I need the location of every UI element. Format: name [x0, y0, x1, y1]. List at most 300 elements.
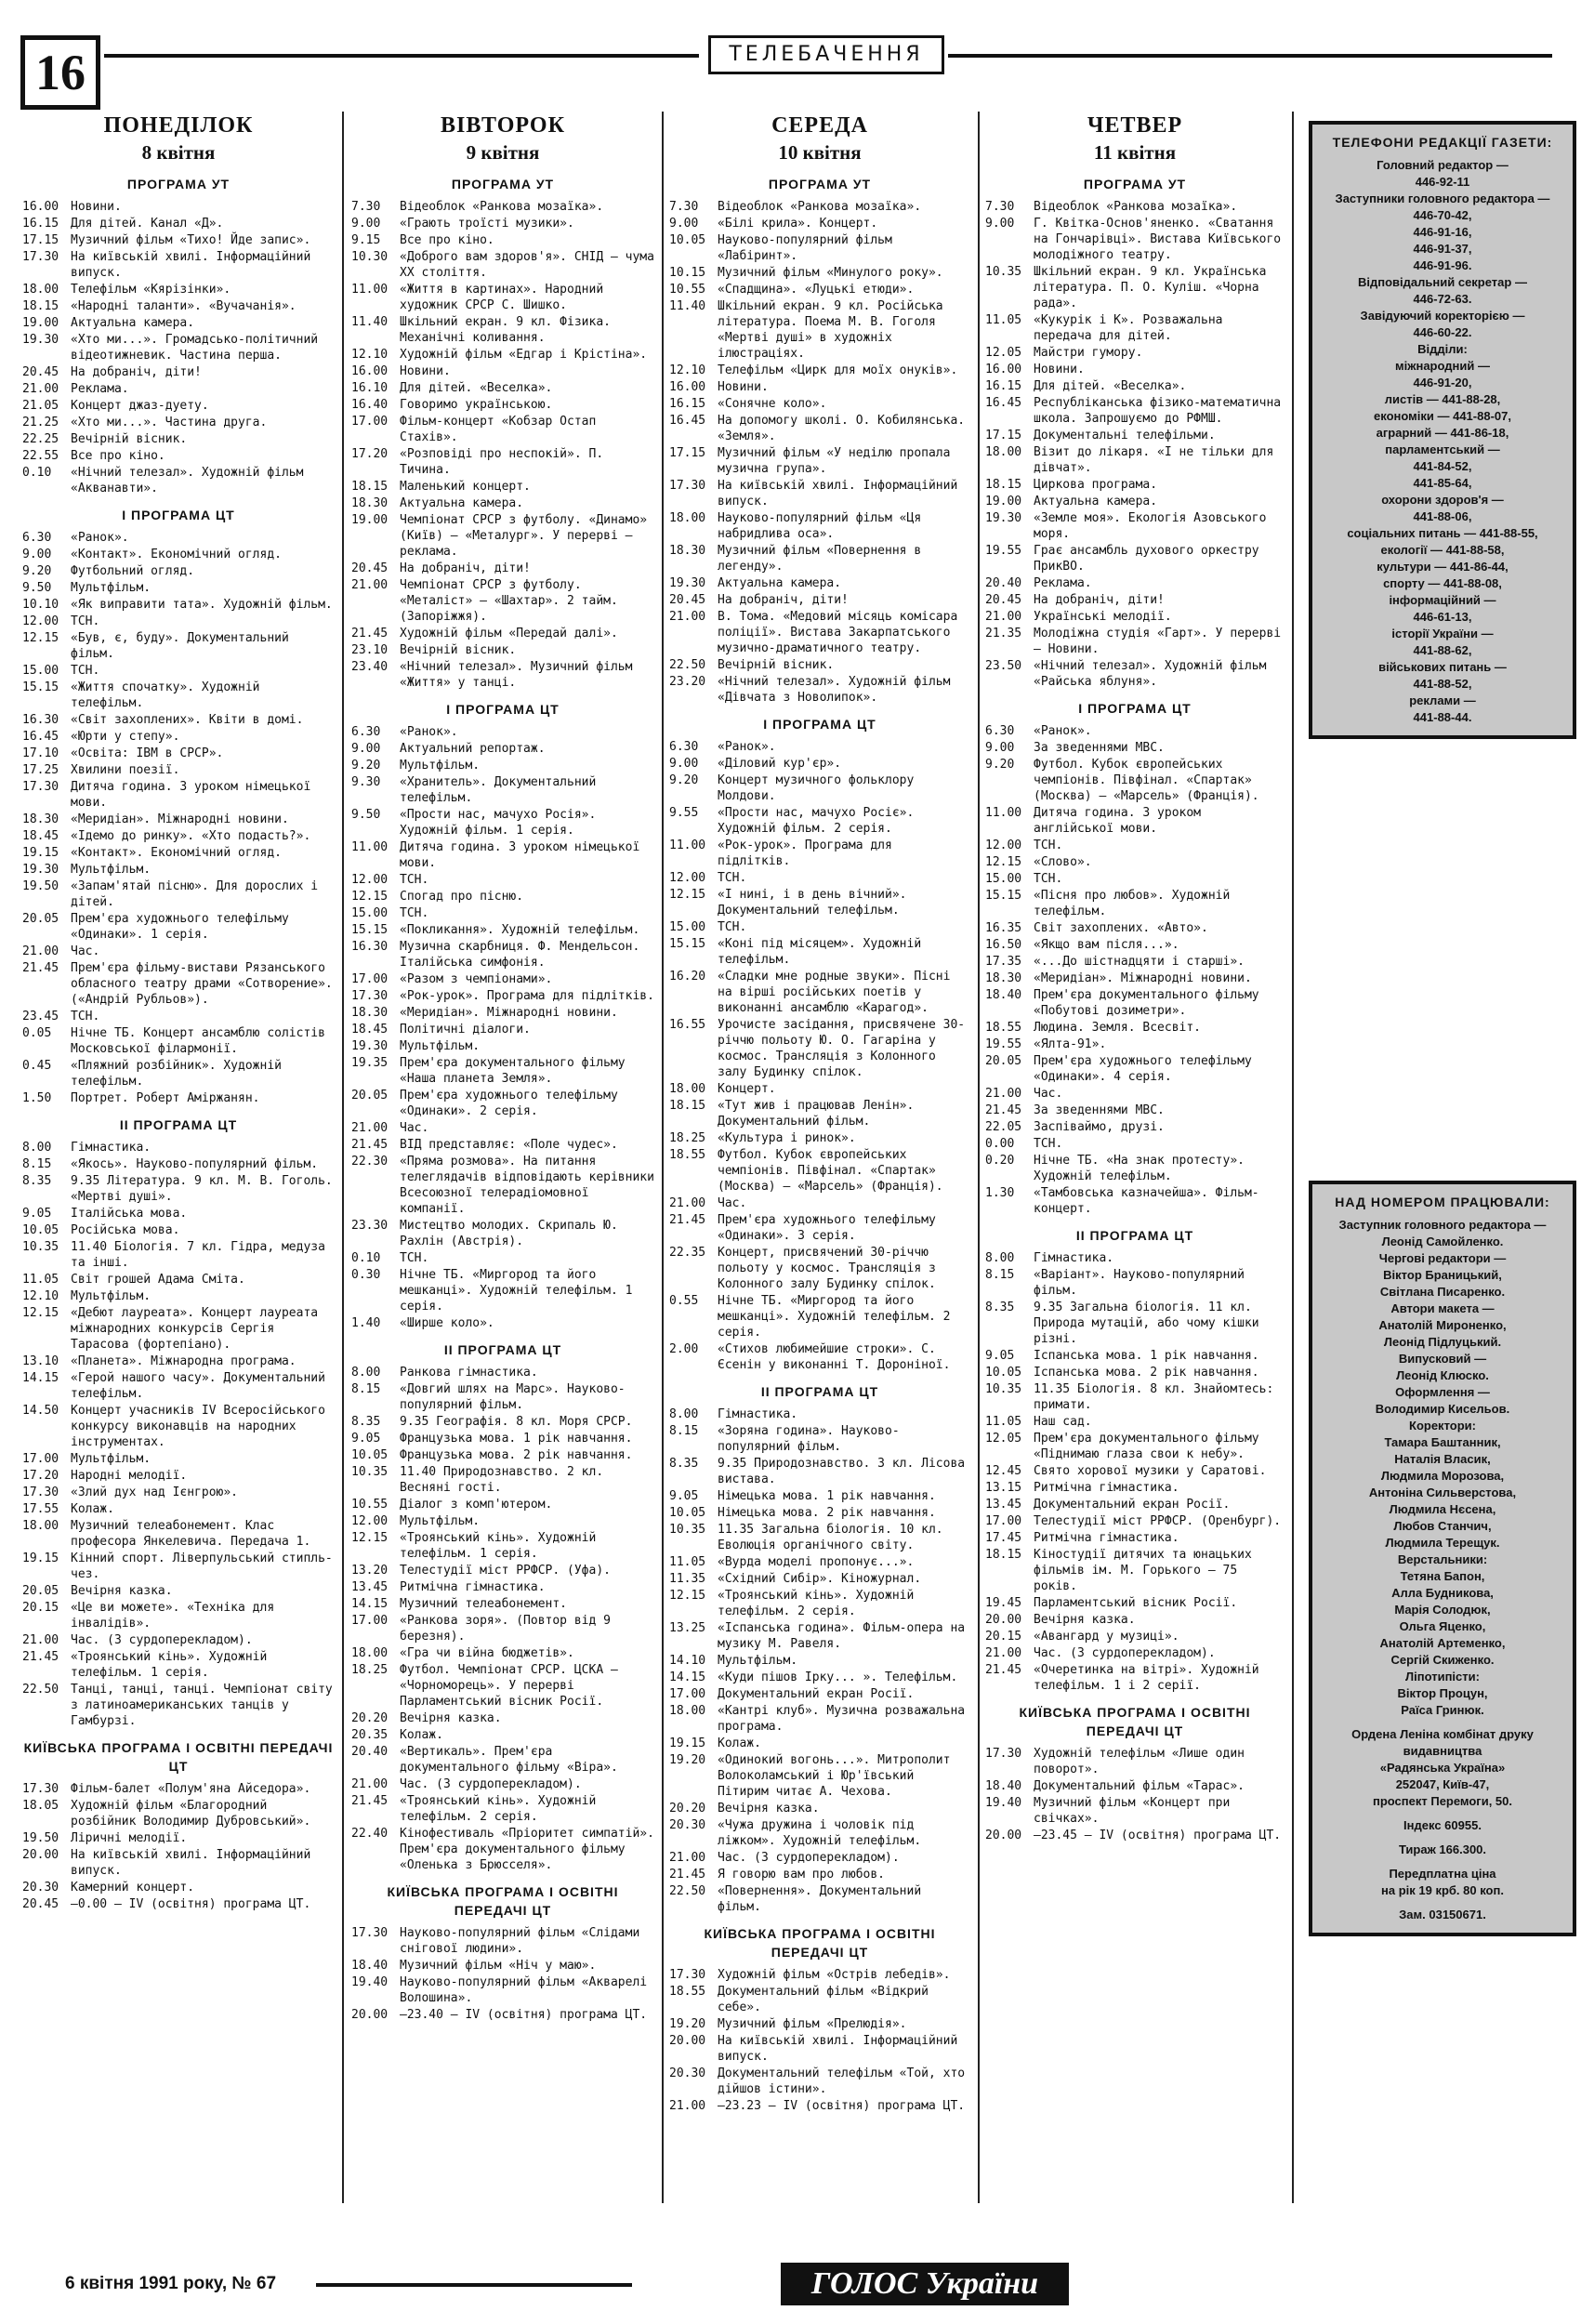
schedule-entry [351, 1218, 654, 1249]
schedule-entry [22, 1896, 335, 1912]
entry-title: Колаж. [71, 1502, 114, 1516]
schedule-entry [985, 740, 1285, 756]
sidebar-line: Людмила Терещук. [1385, 1536, 1500, 1550]
schedule-entry [351, 282, 654, 313]
schedule-entry [669, 1406, 970, 1422]
entry-time: 10.05 [985, 1366, 1022, 1380]
entry-time: 16.00 [669, 380, 706, 394]
schedule-entry [985, 1185, 1285, 1217]
entry-title: «Варіант». Науково-популярний фільм. [1034, 1268, 1245, 1298]
sidebar-line: екології — 441-88-58, [1380, 543, 1505, 557]
entry-time: 8.00 [351, 1366, 381, 1380]
entry-title: 11.35 Загальна біологія. 10 кл. Еволюція органічного світу. [718, 1523, 943, 1552]
entry-title: ВІД представляє: «Поле чудес». [400, 1138, 618, 1152]
schedule-entry [351, 1038, 654, 1054]
sidebar-line: Анатолій Мироненко, [1378, 1318, 1507, 1332]
entry-title: Художній фільм «Передай далі». [400, 627, 618, 640]
entry-time: 10.35 [22, 1240, 59, 1254]
schedule-entry [22, 563, 335, 579]
schedule-entry [22, 1090, 335, 1106]
entry-title: «Ширше коло». [400, 1316, 494, 1330]
entry-time: 12.15 [985, 855, 1022, 869]
entry-time: 17.00 [985, 1514, 1022, 1528]
spacer [1312, 1810, 1573, 1817]
spacer [1312, 1923, 1573, 1933]
schedule-entry [985, 1629, 1285, 1644]
entry-time: 18.15 [669, 1099, 706, 1113]
entry-title: Прем'єра художнього телефільму «Одинаки». 3 серія. [718, 1213, 936, 1243]
entry-title: —23.40 — IV (освітня) програма ЦТ. [400, 2008, 648, 2022]
entry-title: Свято хорової музики у Саратові. [1034, 1464, 1267, 1478]
entry-time: 17.00 [351, 972, 389, 986]
schedule-entry [22, 1830, 335, 1846]
spacer [1312, 1899, 1573, 1907]
sidebar-line: 441-88-44. [1413, 710, 1472, 724]
entry-title: 9.35 Загальна біологія. 11 кл. Природа мутацій, або чому кішки різні. [1034, 1301, 1259, 1346]
schedule-entry [351, 1365, 654, 1380]
entry-title: «Разом з чемпіонами». [400, 972, 553, 986]
entry-title: «Ранок». [71, 531, 129, 545]
entry-title: «Герой нашого часу». Документальний телефільм. [71, 1371, 325, 1401]
entry-time: 14.10 [669, 1654, 706, 1668]
schedule-entry [22, 249, 335, 281]
entry-time: 18.15 [985, 1548, 1022, 1562]
schedule-entry [351, 199, 654, 215]
entry-time: 18.30 [351, 496, 389, 510]
schedule-entry [985, 1513, 1285, 1529]
sidebar-line: Верстальники: [1397, 1552, 1488, 1566]
sidebar-line: Світлана Писаренко. [1379, 1285, 1506, 1299]
entry-time: 11.05 [669, 1555, 706, 1569]
entry-time: 21.45 [669, 1868, 706, 1882]
entry-title: «Гра чи війна бюджетів». [400, 1646, 574, 1660]
entry-time: 16.20 [669, 970, 706, 984]
entry-time: 17.45 [985, 1531, 1022, 1545]
entry-time: 19.55 [985, 1037, 1022, 1051]
schedule-entry [985, 757, 1285, 804]
sidebar-line: Головний редактор — [1377, 158, 1509, 172]
schedule-entry [669, 1456, 970, 1487]
entry-time: 19.30 [22, 333, 59, 347]
schedule-entry [669, 1752, 970, 1800]
schedule-entry [351, 971, 654, 987]
program-title: ІІ ПРОГРАМА ЦТ [1075, 1228, 1194, 1243]
schedule-entry [985, 1136, 1285, 1152]
entry-time: 9.00 [985, 741, 1015, 755]
schedule-entry [351, 232, 654, 248]
entry-time: 17.30 [22, 1486, 59, 1499]
entry-time: 0.10 [22, 466, 52, 480]
sidebar-line: «Радянська Україна» [1379, 1761, 1506, 1775]
schedule-entry [22, 199, 335, 215]
entry-title: Світ грошей Адама Сміта. [71, 1273, 245, 1287]
schedule-entry [351, 1154, 654, 1217]
entry-time: 0.10 [351, 1251, 381, 1265]
entry-time: 18.00 [669, 511, 706, 525]
sidebar-line: проспект Перемоги, 50. [1372, 1794, 1513, 1808]
entry-title: Шкільний екран. 9 кл. Російська література. Поема М. В. Гоголя «Мертві душі» в художніх ілюстраціях. [718, 299, 943, 361]
schedule-entry [22, 1288, 335, 1304]
entry-time: 16.00 [985, 363, 1022, 376]
entry-time: 12.15 [22, 1306, 59, 1320]
schedule-entry [351, 1137, 654, 1153]
entry-title: Футбол. Кубок європейських чемпіонів. Півфінал. «Спартак» (Москва) — «Марсель» (Франція). [1034, 758, 1259, 803]
entry-time: 20.40 [351, 1745, 389, 1759]
schedule-entry [669, 1098, 970, 1129]
entry-time: 16.15 [669, 397, 706, 411]
entry-time: 1.50 [22, 1091, 52, 1105]
entry-time: 9.20 [669, 773, 699, 787]
schedule-entry [351, 1958, 654, 1974]
program-title: ПРОГРАМА УТ [451, 177, 555, 191]
entry-time: 11.05 [985, 313, 1022, 327]
entry-time: 21.00 [351, 578, 389, 592]
entry-title: «Ранок». [400, 725, 458, 739]
entry-title: Дитяча година. З уроком німецької мови. [71, 780, 311, 810]
entry-title: «Слово». [1034, 855, 1092, 869]
entry-title: На київській хвилі. Інформаційний випуск. [718, 2034, 958, 2064]
entry-time: 8.15 [351, 1382, 381, 1396]
entry-time: 8.15 [22, 1157, 52, 1171]
entry-time: 18.55 [669, 1148, 706, 1162]
entry-title: За зведеннями МВС. [1034, 741, 1165, 755]
schedule-entry [669, 1801, 970, 1816]
entry-time: 8.00 [22, 1141, 52, 1155]
entry-time: 21.00 [22, 1633, 59, 1647]
schedule-entry [22, 364, 335, 380]
entry-time: 20.00 [22, 1848, 59, 1862]
schedule-entry [669, 232, 970, 264]
entry-title: Мультфільм. [71, 863, 152, 877]
schedule-entry [22, 944, 335, 959]
entry-title: 11.40 Біологія. 7 кл. Гідра, медуза та інші. [71, 1240, 325, 1270]
entry-time: 17.00 [669, 1687, 706, 1701]
entry-time: 8.35 [351, 1415, 381, 1429]
schedule-entry [985, 1530, 1285, 1546]
entry-time: 18.05 [22, 1799, 59, 1813]
entry-title: На київській хвилі. Інформаційний випуск. [718, 479, 958, 508]
schedule-entry [669, 298, 970, 362]
schedule-entry [22, 315, 335, 331]
entry-title: ТСН. [718, 920, 747, 934]
entry-title: Людина. Земля. Всесвіт. [1034, 1021, 1202, 1035]
day-date: 10 квітня [778, 141, 862, 164]
schedule-entry [22, 1600, 335, 1631]
entry-time: 21.00 [351, 1121, 389, 1135]
entry-time: 17.30 [669, 479, 706, 493]
entry-time: 8.35 [22, 1174, 52, 1188]
entry-title: «Авангард у музиці». [1034, 1630, 1179, 1644]
entry-time: 16.45 [985, 396, 1022, 410]
sidebar-line: Чергові редактори — [1378, 1251, 1507, 1265]
schedule-entry [351, 741, 654, 757]
entry-time: 17.00 [351, 415, 389, 429]
entry-title: «Життя в картинах». Народний художник СРСР С. Шишко. [400, 283, 604, 312]
schedule-entry [985, 1645, 1285, 1661]
schedule-entry [351, 872, 654, 888]
entry-title: «Хто ми...». Громадсько-політичний відеотижневик. Частина перша. [71, 333, 319, 363]
entry-title: Італійська мова. [71, 1207, 188, 1221]
entry-time: 9.15 [351, 233, 381, 247]
schedule-entry [351, 1267, 654, 1314]
entry-time: 19.50 [22, 879, 59, 893]
entry-title: Вечірня казка. [718, 1802, 820, 1816]
entry-time: 18.55 [669, 1985, 706, 1999]
entry-time: 21.00 [669, 1851, 706, 1865]
entry-title: 11.35 Біологія. 8 кл. Знайомтесь: примати. [1034, 1382, 1274, 1412]
entry-time: 7.30 [669, 200, 699, 214]
sidebar-line: 446-91-20, [1413, 376, 1472, 390]
entry-time: 10.05 [669, 1506, 706, 1520]
entry-title: Музичний фільм «Тихо! Йде запис». [71, 233, 311, 247]
entry-title: Футбольний огляд. [71, 564, 195, 578]
sidebar-line: Відділи: [1417, 342, 1468, 356]
entry-title: Мультфільм. [71, 1452, 152, 1466]
entry-title: «Покликання». Художній телефільм. [400, 923, 640, 937]
sidebar-line: 441-84-52, [1413, 459, 1472, 473]
entry-title: ТСН. [71, 1010, 100, 1023]
schedule-entry [985, 1153, 1285, 1184]
sidebar-line: Ольга Яценко, [1399, 1619, 1486, 1633]
staff-credits-title: НАД НОМЕРОМ ПРАЦЮВАЛИ: [1335, 1195, 1550, 1209]
entry-time: 19.00 [351, 513, 389, 527]
entry-time: 19.55 [985, 544, 1022, 558]
schedule-entry [22, 465, 335, 496]
entry-title: Концерт, присвячений 30-річчю польоту у космос. Трансляція з Колонного залу Будинку спілок. [718, 1246, 936, 1291]
entry-time: 17.30 [22, 780, 59, 794]
schedule-entry [351, 626, 654, 641]
entry-title: Дитяча година. З уроком англійської мови. [1034, 806, 1202, 836]
entry-title: Час. (З сурдоперекладом). [71, 1633, 253, 1647]
schedule-entry [669, 1017, 970, 1080]
sidebar-line: економіки — 441-88-07, [1374, 409, 1511, 423]
entry-time: 22.55 [22, 449, 59, 463]
entry-time: 19.30 [351, 1039, 389, 1053]
schedule-entry [22, 282, 335, 297]
entry-time: 18.25 [669, 1131, 706, 1145]
entry-time: 21.45 [351, 1138, 389, 1152]
schedule-entry [985, 1547, 1285, 1594]
entry-title: Кінофестиваль «Пріоритет симпатій». Прем'єра документального фільму «Оленька з Брюсселя». [400, 1827, 654, 1872]
schedule-entry [669, 216, 970, 231]
entry-time: 15.00 [985, 872, 1022, 886]
schedule-entry [985, 805, 1285, 837]
sidebar-line: соціальних питань — 441-88-55, [1347, 526, 1538, 540]
entry-time: 19.15 [669, 1736, 706, 1750]
schedule-entry [351, 479, 654, 495]
entry-title: «Земле моя». Екологія Азовського моря. [1034, 511, 1267, 541]
entry-title: Прем'єра художнього телефільму «Одинаки». 2 серія. [400, 1089, 618, 1118]
schedule-entry [351, 1250, 654, 1266]
entry-time: 23.50 [985, 659, 1022, 673]
entry-title: Шкільний екран. 9 кл. Українська література. П. О. Куліш. «Чорна рада». [1034, 265, 1267, 310]
schedule-entry [351, 314, 654, 346]
entry-title: Політичні діалоги. [400, 1023, 531, 1037]
schedule-entry [669, 805, 970, 837]
entry-time: 18.40 [351, 1959, 389, 1973]
sidebar-line: 252047, Київ-47, [1395, 1777, 1490, 1791]
entry-title: В. Тома. «Медовий місяць комісара поліції». Вистава Закарпатського музично-драматичного театру. [718, 610, 958, 655]
entry-title: Російська мова. [71, 1223, 180, 1237]
entry-title: Телестудії міст РРФСР. (Уфа). [400, 1564, 611, 1578]
entry-time: 13.10 [22, 1354, 59, 1368]
entry-time: 19.30 [669, 576, 706, 590]
entry-title: «Нічний телезал». Художній фільм «Райська яблуня». [1034, 659, 1267, 689]
entry-title: Парламентський вісник Росії. [1034, 1596, 1238, 1610]
entry-title: Музичний фільм «Концерт при свічках». [1034, 1796, 1231, 1826]
entry-time: 14.15 [22, 1371, 59, 1385]
entry-title: «Прости нас, мачухо Росіє». Художній фільм. 2 серія. [718, 806, 915, 836]
entry-title: Кінний спорт. Ліверпульський стипль-чез. [71, 1552, 333, 1581]
entry-time: 10.05 [22, 1223, 59, 1237]
schedule-entry [669, 1850, 970, 1866]
entry-time: 17.55 [22, 1502, 59, 1516]
entry-title: Музичний фільм «Повернення в легенду». [718, 544, 922, 574]
schedule-entry [985, 477, 1285, 493]
entry-title: Говоримо українською. [400, 398, 553, 412]
schedule-entry [22, 960, 335, 1008]
schedule-entry [351, 659, 654, 691]
entry-time: 21.00 [985, 1646, 1022, 1660]
entry-time: 18.00 [985, 445, 1022, 459]
entry-title: «Юрти у степу». [71, 730, 180, 744]
schedule-entry [669, 1195, 970, 1211]
entry-time: 21.00 [669, 1196, 706, 1210]
entry-time: 12.10 [669, 363, 706, 377]
entry-time: 22.50 [669, 658, 706, 672]
schedule-entry [351, 1596, 654, 1612]
entry-title: Художній фільм «Благородний розбійник Володимир Дубровський». [71, 1799, 311, 1829]
sidebar-line: культури — 441-86-44, [1377, 560, 1509, 574]
schedule-entry [351, 1530, 654, 1562]
entry-title: «Очеретинка на вітрі». Художній телефільм. 1 і 2 серії. [1034, 1663, 1259, 1693]
entry-time: 21.00 [351, 1777, 389, 1791]
entry-time: 18.25 [351, 1663, 389, 1677]
entry-title: Діалог з комп'ютером. [400, 1498, 553, 1512]
schedule-entry [22, 1847, 335, 1879]
schedule-entry [669, 1736, 970, 1751]
entry-time: 16.00 [22, 200, 59, 214]
entry-title: Реклама. [71, 382, 129, 396]
program-title: ІІ ПРОГРАМА ЦТ [760, 1384, 879, 1399]
entry-title: Реклама. [1034, 576, 1092, 590]
entry-title: Все про кіно. [71, 449, 165, 463]
entry-time: 17.15 [985, 429, 1022, 442]
schedule-entry [351, 1431, 654, 1446]
entry-title: «Східний Сибір». Кіножурнал. [718, 1572, 922, 1586]
schedule-entry [22, 1058, 335, 1089]
sidebar-line: Завідуючий коректорією — [1360, 309, 1525, 323]
schedule-entry [669, 1620, 970, 1652]
entry-time: 21.35 [985, 627, 1022, 640]
entry-title: Наш сад. [1034, 1415, 1092, 1429]
schedule-entry [351, 1414, 654, 1430]
editorial-phones-box [1309, 121, 1576, 739]
entry-title: Документальний екран Росії. [718, 1687, 915, 1701]
schedule-entry [351, 561, 654, 576]
schedule-entry [22, 415, 335, 430]
entry-title: Час. [718, 1196, 747, 1210]
schedule-entry [669, 2098, 970, 2114]
entry-title: ТСН. [1034, 838, 1063, 852]
schedule-entry [351, 1776, 654, 1792]
entry-title: «Коні під місяцем». Художній телефільм. [718, 937, 922, 967]
schedule-entry [351, 1727, 654, 1743]
entry-title: «Тамбовська казначейша». Фільм-концерт. [1034, 1186, 1259, 1216]
entry-title: ТСН. [400, 906, 429, 920]
entry-title: Футбол. Кубок європейських чемпіонів. Півфінал. «Спартак» (Москва) — «Марсель» (Франція). [718, 1148, 943, 1194]
schedule-entry [669, 543, 970, 574]
entry-title: «Як виправити тата». Художній фільм. [71, 598, 333, 612]
sidebar-line: Раїса Гринюк. [1401, 1703, 1484, 1717]
entry-time: 15.00 [351, 906, 389, 920]
schedule-entry [22, 1025, 335, 1057]
entry-title: Відеоблок «Ранкова мозаїка». [1034, 200, 1238, 214]
entry-title: Прем'єра документального фільму «Наша планета Земля». [400, 1056, 626, 1086]
entry-time: 16.50 [985, 938, 1022, 952]
entry-title: Телестудії міст РРФСР. (Оренбург). [1034, 1514, 1282, 1528]
day-column-tuesday [351, 112, 654, 2222]
entry-time: 20.35 [351, 1728, 389, 1742]
day-name: ПОНЕДІЛОК [103, 113, 254, 138]
schedule-entry [669, 396, 970, 412]
entry-title: ТСН. [718, 871, 747, 885]
schedule-entry [22, 1468, 335, 1484]
schedule-entry [669, 919, 970, 935]
program-title: КИЇВСЬКА ПРОГРАМА І ОСВІТНІ ПЕРЕДАЧІ ЦТ [704, 1926, 936, 1960]
entry-time: 21.00 [985, 1087, 1022, 1101]
sidebar-line: реклами — [1409, 693, 1476, 707]
staff-credits-box [1309, 1181, 1576, 1936]
entry-time: 8.00 [985, 1251, 1015, 1265]
spacer [1312, 726, 1573, 735]
entry-title: «Троянський кінь». Художній телефільм. 2 серія. [400, 1794, 597, 1824]
entry-title: «Троянський кінь». Художній телефільм. 1 серія. [71, 1650, 268, 1680]
entry-title: Народні мелодії. [71, 1469, 188, 1483]
schedule-entry [985, 1463, 1285, 1479]
entry-title: «Довгий шлях на Марс». Науково-популярний фільм. [400, 1382, 626, 1412]
entry-title: «Контакт». Економічний огляд. [71, 548, 282, 561]
entry-title: Відеоблок «Ранкова мозаїка». [400, 200, 604, 214]
entry-title: «Якщо вам після...». [1034, 938, 1179, 952]
entry-title: Футбол. Чемпіонат СРСР. ЦСКА — «Чорноморець». У перерві Парламентський вісник Росії. [400, 1663, 618, 1709]
entry-time: 22.05 [985, 1120, 1022, 1134]
entry-title: Майстри гумору. [1034, 346, 1143, 360]
schedule-entry [351, 1497, 654, 1512]
schedule-entry [669, 1883, 970, 1915]
entry-time: 19.50 [22, 1831, 59, 1845]
entry-title: «Пряма розмова». На питання телеглядачів відповідають керівники Всесоюзної телерадіомовної компанії. [400, 1155, 654, 1216]
entry-time: 20.00 [985, 1613, 1022, 1627]
entry-time: 21.45 [22, 1650, 59, 1664]
entry-time: 14.15 [351, 1597, 389, 1611]
entry-title: Телефільм «Цирк для моїх онуків». [718, 363, 958, 377]
entry-time: 10.35 [985, 265, 1022, 279]
sidebar-line: Віктор Процун, [1397, 1686, 1488, 1700]
schedule-entry [22, 1403, 335, 1450]
entry-title: Мультфільм. [71, 1289, 152, 1303]
entry-time: 0.30 [351, 1268, 381, 1282]
entry-title: «Це ви можете». «Техніка для інвалідів». [71, 1601, 275, 1631]
entry-title: Ритмічна гімнастика. [1034, 1481, 1179, 1495]
entry-title: «Народні таланти». «Вучачанія». [71, 299, 296, 313]
entry-title: Кіностудії дитячих та юнацьких фільмів ім. М. Горького — 75 років. [1034, 1548, 1252, 1593]
schedule-entry [351, 1710, 654, 1726]
entry-title: Фільм-балет «Полум'яна Айседора». [71, 1782, 311, 1796]
schedule-entry [351, 774, 654, 806]
entry-time: 0.05 [22, 1026, 52, 1040]
entry-title: «Хранитель». Документальний телефільм. [400, 775, 597, 805]
